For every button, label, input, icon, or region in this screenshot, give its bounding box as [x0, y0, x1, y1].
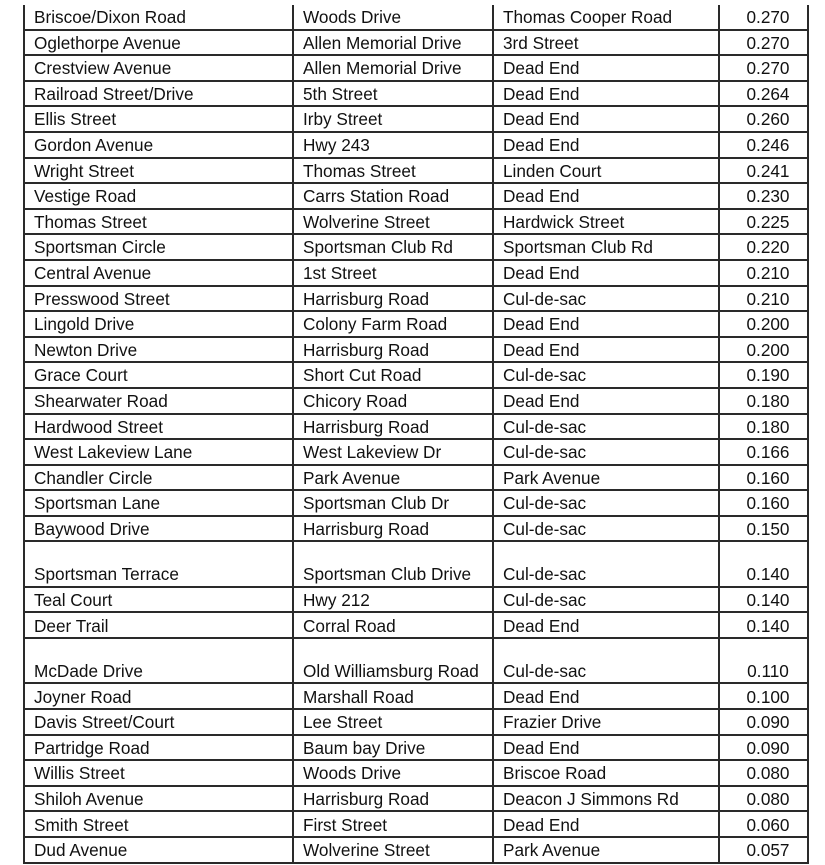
table-row	[24, 260, 808, 286]
length-cell: 0.160	[719, 465, 808, 491]
from-cell: Sportsman Club Dr	[293, 490, 493, 516]
from-cell: Allen Memorial Drive	[293, 55, 493, 81]
table-row	[24, 311, 808, 337]
from-cell: Colony Farm Road	[293, 311, 493, 337]
length-cell: 0.264	[719, 81, 808, 107]
length-cell: 0.180	[719, 388, 808, 414]
from-cell: Harrisburg Road	[293, 516, 493, 542]
street-name-cell: Shiloh Avenue	[24, 786, 293, 812]
from-cell: Thomas Street	[293, 158, 493, 184]
from-cell: Baum bay Drive	[293, 735, 493, 761]
length-cell: 0.166	[719, 439, 808, 465]
length-cell: 0.110	[719, 638, 808, 683]
from-cell: Allen Memorial Drive	[293, 30, 493, 56]
length-cell: 0.270	[719, 30, 808, 56]
length-cell: 0.160	[719, 490, 808, 516]
to-cell: Dead End	[493, 132, 719, 158]
street-name-cell: Briscoe/Dixon Road	[24, 5, 293, 30]
to-cell: Park Avenue	[493, 837, 719, 863]
length-cell: 0.210	[719, 260, 808, 286]
length-cell: 0.246	[719, 132, 808, 158]
from-cell: Park Avenue	[293, 465, 493, 491]
from-cell: Carrs Station Road	[293, 183, 493, 209]
from-cell: Harrisburg Road	[293, 286, 493, 312]
street-name-cell: Wright Street	[24, 158, 293, 184]
to-cell: Park Avenue	[493, 465, 719, 491]
length-cell: 0.241	[719, 158, 808, 184]
from-cell: 5th Street	[293, 81, 493, 107]
table-row	[24, 786, 808, 812]
table-row	[24, 337, 808, 363]
to-cell: Dead End	[493, 683, 719, 709]
from-cell: Sportsman Club Rd	[293, 234, 493, 260]
street-name-cell: Gordon Avenue	[24, 132, 293, 158]
length-cell: 0.090	[719, 735, 808, 761]
from-cell: Wolverine Street	[293, 209, 493, 235]
length-cell: 0.100	[719, 683, 808, 709]
table-row	[24, 735, 808, 761]
table-row	[24, 683, 808, 709]
from-cell: Harrisburg Road	[293, 414, 493, 440]
length-cell: 0.140	[719, 541, 808, 586]
street-name-cell: Sportsman Lane	[24, 490, 293, 516]
table-row	[24, 30, 808, 56]
street-name-cell: Lingold Drive	[24, 311, 293, 337]
length-cell: 0.150	[719, 516, 808, 542]
street-name-cell: Grace Court	[24, 362, 293, 388]
table-row	[24, 132, 808, 158]
to-cell: Thomas Cooper Road	[493, 5, 719, 30]
to-cell: 3rd Street	[493, 30, 719, 56]
length-cell: 0.190	[719, 362, 808, 388]
table-row	[24, 362, 808, 388]
to-cell: Dead End	[493, 183, 719, 209]
street-name-cell: Chandler Circle	[24, 465, 293, 491]
table-row	[24, 414, 808, 440]
street-length-table	[23, 5, 809, 864]
to-cell: Cul-de-sac	[493, 286, 719, 312]
from-cell: Irby Street	[293, 106, 493, 132]
street-name-cell: Joyner Road	[24, 683, 293, 709]
table-row	[24, 465, 808, 491]
table-row	[24, 106, 808, 132]
to-cell: Dead End	[493, 260, 719, 286]
length-cell: 0.180	[719, 414, 808, 440]
from-cell: Woods Drive	[293, 5, 493, 30]
to-cell: Cul-de-sac	[493, 516, 719, 542]
table-row	[24, 612, 808, 638]
to-cell: Dead End	[493, 311, 719, 337]
to-cell: Dead End	[493, 811, 719, 837]
to-cell: Cul-de-sac	[493, 638, 719, 683]
table-row	[24, 638, 808, 683]
from-cell: Sportsman Club Drive	[293, 541, 493, 586]
to-cell: Cul-de-sac	[493, 362, 719, 388]
table-row	[24, 490, 808, 516]
street-name-cell: Crestview Avenue	[24, 55, 293, 81]
to-cell: Dead End	[493, 337, 719, 363]
street-name-cell: Sportsman Terrace	[24, 541, 293, 586]
table-row	[24, 5, 808, 30]
table-row	[24, 55, 808, 81]
from-cell: Woods Drive	[293, 760, 493, 786]
to-cell: Dead End	[493, 388, 719, 414]
length-cell: 0.080	[719, 760, 808, 786]
from-cell: Short Cut Road	[293, 362, 493, 388]
table-row	[24, 234, 808, 260]
from-cell: Hwy 212	[293, 587, 493, 613]
street-name-cell: Deer Trail	[24, 612, 293, 638]
table-row	[24, 587, 808, 613]
from-cell: Hwy 243	[293, 132, 493, 158]
from-cell: West Lakeview Dr	[293, 439, 493, 465]
to-cell: Frazier Drive	[493, 709, 719, 735]
from-cell: First Street	[293, 811, 493, 837]
street-name-cell: Vestige Road	[24, 183, 293, 209]
table-row	[24, 183, 808, 209]
to-cell: Cul-de-sac	[493, 587, 719, 613]
length-cell: 0.220	[719, 234, 808, 260]
street-name-cell: Teal Court	[24, 587, 293, 613]
table-row	[24, 837, 808, 863]
to-cell: Briscoe Road	[493, 760, 719, 786]
table-row	[24, 811, 808, 837]
from-cell: Old Williamsburg Road	[293, 638, 493, 683]
length-cell: 0.270	[719, 55, 808, 81]
from-cell: Corral Road	[293, 612, 493, 638]
table-row	[24, 81, 808, 107]
from-cell: Wolverine Street	[293, 837, 493, 863]
to-cell: Dead End	[493, 55, 719, 81]
to-cell: Sportsman Club Rd	[493, 234, 719, 260]
street-name-cell: Hardwood Street	[24, 414, 293, 440]
length-cell: 0.260	[719, 106, 808, 132]
from-cell: Lee Street	[293, 709, 493, 735]
street-name-cell: Newton Drive	[24, 337, 293, 363]
table-row	[24, 760, 808, 786]
street-name-cell: Partridge Road	[24, 735, 293, 761]
table-row	[24, 709, 808, 735]
street-name-cell: Willis Street	[24, 760, 293, 786]
table-row	[24, 388, 808, 414]
length-cell: 0.080	[719, 786, 808, 812]
length-cell: 0.140	[719, 612, 808, 638]
street-name-cell: Davis Street/Court	[24, 709, 293, 735]
length-cell: 0.230	[719, 183, 808, 209]
street-name-cell: Oglethorpe Avenue	[24, 30, 293, 56]
length-cell: 0.090	[719, 709, 808, 735]
street-name-cell: West Lakeview Lane	[24, 439, 293, 465]
street-name-cell: Shearwater Road	[24, 388, 293, 414]
to-cell: Cul-de-sac	[493, 439, 719, 465]
street-name-cell: Sportsman Circle	[24, 234, 293, 260]
street-name-cell: Dud Avenue	[24, 837, 293, 863]
street-name-cell: Central Avenue	[24, 260, 293, 286]
length-cell: 0.210	[719, 286, 808, 312]
to-cell: Dead End	[493, 106, 719, 132]
street-name-cell: Ellis Street	[24, 106, 293, 132]
street-name-cell: Thomas Street	[24, 209, 293, 235]
to-cell: Hardwick Street	[493, 209, 719, 235]
table-row	[24, 439, 808, 465]
from-cell: Chicory Road	[293, 388, 493, 414]
street-table-container	[23, 5, 809, 864]
length-cell: 0.200	[719, 311, 808, 337]
table-row	[24, 286, 808, 312]
table-row	[24, 541, 808, 586]
to-cell: Deacon J Simmons Rd	[493, 786, 719, 812]
from-cell: Harrisburg Road	[293, 786, 493, 812]
street-name-cell: McDade Drive	[24, 638, 293, 683]
street-name-cell: Presswood Street	[24, 286, 293, 312]
street-name-cell: Railroad Street/Drive	[24, 81, 293, 107]
length-cell: 0.140	[719, 587, 808, 613]
length-cell: 0.200	[719, 337, 808, 363]
to-cell: Cul-de-sac	[493, 414, 719, 440]
to-cell: Cul-de-sac	[493, 490, 719, 516]
from-cell: 1st Street	[293, 260, 493, 286]
length-cell: 0.270	[719, 5, 808, 30]
table-body	[24, 5, 808, 863]
to-cell: Dead End	[493, 735, 719, 761]
to-cell: Cul-de-sac	[493, 541, 719, 586]
length-cell: 0.225	[719, 209, 808, 235]
length-cell: 0.057	[719, 837, 808, 863]
to-cell: Linden Court	[493, 158, 719, 184]
to-cell: Dead End	[493, 81, 719, 107]
to-cell: Dead End	[493, 612, 719, 638]
from-cell: Harrisburg Road	[293, 337, 493, 363]
street-name-cell: Baywood Drive	[24, 516, 293, 542]
table-row	[24, 158, 808, 184]
length-cell: 0.060	[719, 811, 808, 837]
table-row	[24, 516, 808, 542]
street-name-cell: Smith Street	[24, 811, 293, 837]
table-row	[24, 209, 808, 235]
from-cell: Marshall Road	[293, 683, 493, 709]
